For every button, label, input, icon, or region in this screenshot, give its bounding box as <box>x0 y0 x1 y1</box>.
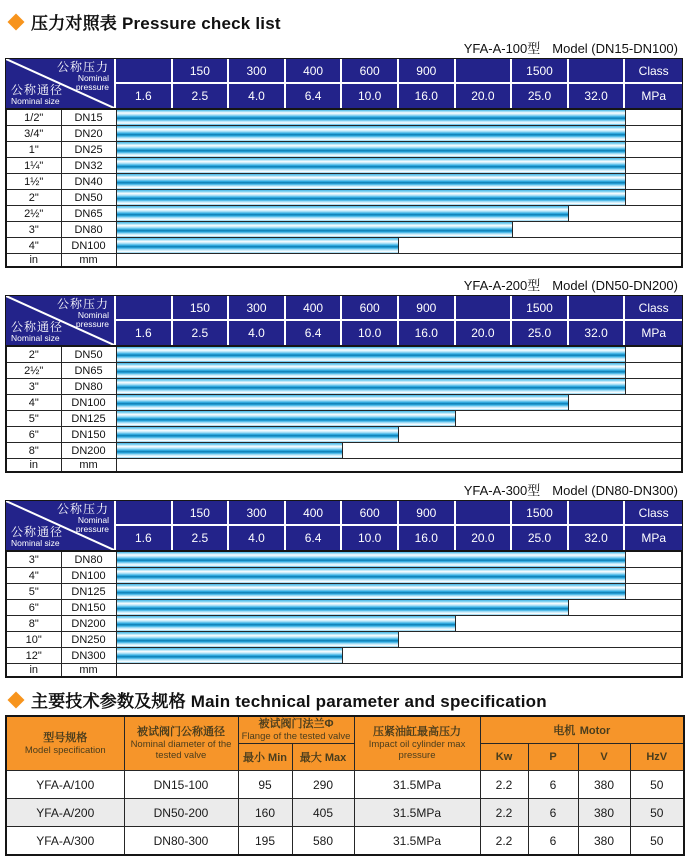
size-inch-cell: 1/2" <box>6 109 61 126</box>
size-inch-cell: 8" <box>6 443 61 459</box>
mpa-header-cell: 25.0 <box>512 321 569 345</box>
empty-cell <box>625 584 682 600</box>
mpa-header-cell: 1.6 <box>116 526 173 550</box>
size-inch-cell: 3" <box>6 379 61 395</box>
pressure-row <box>6 379 682 395</box>
class-header-cell <box>456 59 513 84</box>
pressure-row <box>6 632 682 648</box>
class-header-cell <box>456 296 513 321</box>
class-header-cell: 900 <box>399 59 456 84</box>
size-inch-cell: 4" <box>6 238 61 254</box>
size-dn-cell: DN20 <box>61 126 116 142</box>
spec-row <box>6 771 684 799</box>
diagonal-header-cell <box>6 296 116 345</box>
spec-col-flange-zh: 被试阀门法兰Φ <box>258 718 334 730</box>
pressure-range-bar <box>116 346 625 363</box>
spec-cell-2: 95 <box>238 771 292 799</box>
pressure-table-header <box>5 295 683 345</box>
pressure-row <box>6 158 682 174</box>
spec-sub-min: 最小 Min <box>238 744 292 771</box>
class-header-cell: 600 <box>342 501 399 526</box>
pressure-row <box>6 238 682 254</box>
class-header-cell: 300 <box>229 296 286 321</box>
diamond-icon <box>8 691 25 708</box>
pressure-row <box>6 427 682 443</box>
size-inch-cell: 1" <box>6 142 61 158</box>
spec-col-pressure <box>354 716 480 771</box>
mpa-header-cell: 1.6 <box>116 321 173 345</box>
nominal-size-zh: 公称通径 <box>11 525 64 539</box>
size-dn-cell: DN100 <box>61 238 116 254</box>
spec-cell-3: 290 <box>292 771 354 799</box>
mpa-header-cell: MPa <box>641 326 667 340</box>
size-dn-cell: DN40 <box>61 174 116 190</box>
diagonal-header-cell <box>6 59 116 108</box>
class-header-cell: 1500 <box>512 501 569 526</box>
spec-cell-8: 50 <box>630 799 684 827</box>
spec-cell-2: 160 <box>238 799 292 827</box>
size-inch-cell: 2" <box>6 346 61 363</box>
spec-cell-1: DN15-100 <box>124 771 238 799</box>
pressure-row <box>6 346 682 363</box>
spec-cell-8: 50 <box>630 827 684 856</box>
size-dn-cell: DN200 <box>61 616 116 632</box>
spec-col-model-en: Model specification <box>24 744 106 756</box>
nominal-pressure-en: Nominal <box>77 515 109 525</box>
spec-row <box>6 799 684 827</box>
spec-col-flange <box>238 716 354 744</box>
empty-cell <box>399 427 682 443</box>
spec-title-en: Main technical parameter and specification <box>190 692 547 711</box>
spec-cell-5: 2.2 <box>480 771 528 799</box>
spec-row <box>6 827 684 856</box>
unit-mm-cell: mm <box>61 254 116 268</box>
pressure-range-bar <box>116 427 399 443</box>
empty-cell <box>569 206 682 222</box>
pressure-range-bar <box>116 126 625 142</box>
spec-col-model <box>6 716 124 771</box>
pressure-table-body <box>5 108 683 268</box>
mpa-header-cell: 25.0 <box>512 84 569 108</box>
class-header-cell: 1500 <box>512 296 569 321</box>
spec-col-pressure-zh: 压紧油缸最高压力 <box>373 726 462 738</box>
model-label: YFA-A-100型 <box>463 41 541 56</box>
pressure-range-bar <box>116 379 625 395</box>
size-inch-cell: 2" <box>6 190 61 206</box>
pressure-range-bar <box>116 616 456 632</box>
empty-cell <box>342 648 682 664</box>
pressure-range-bar <box>116 632 399 648</box>
section-title-spec <box>10 687 688 712</box>
mpa-header-cell: 1.6 <box>116 84 173 108</box>
table-subtitle <box>5 38 684 57</box>
empty-cell <box>625 158 682 174</box>
spec-cell-7: 380 <box>578 771 630 799</box>
empty-cell <box>625 363 682 379</box>
pressure-row <box>6 443 682 459</box>
unit-mm-cell: mm <box>61 664 116 678</box>
class-header-cell: 1500 <box>512 59 569 84</box>
pressure-range-bar <box>116 174 625 190</box>
spec-cell-0: YFA-A/200 <box>6 799 124 827</box>
empty-cell <box>625 379 682 395</box>
pressure-range-bar <box>116 568 625 584</box>
size-inch-cell: 3" <box>6 551 61 568</box>
empty-cell <box>116 254 682 268</box>
pressure-row <box>6 584 682 600</box>
pressure-range-bar <box>116 206 569 222</box>
spec-cell-3: 405 <box>292 799 354 827</box>
empty-cell <box>456 411 682 427</box>
size-dn-cell: DN65 <box>61 363 116 379</box>
nominal-pressure-en: pressure <box>75 82 109 92</box>
size-dn-cell: DN100 <box>61 568 116 584</box>
nominal-size-en: Nominal size <box>11 333 60 343</box>
mpa-header-cell: MPa <box>641 89 667 103</box>
nominal-size-label <box>11 321 63 343</box>
size-dn-cell: DN80 <box>61 222 116 238</box>
spec-cell-7: 380 <box>578 827 630 856</box>
unit-mm-cell: mm <box>61 459 116 473</box>
size-inch-cell: 1¼" <box>6 158 61 174</box>
class-header-cell: 900 <box>399 296 456 321</box>
spec-col-motor <box>480 716 684 744</box>
unit-row <box>6 254 682 268</box>
spec-cell-7: 380 <box>578 799 630 827</box>
pressure-table <box>5 295 684 473</box>
spec-cell-6: 6 <box>528 799 578 827</box>
mpa-header-cell: 4.0 <box>229 526 286 550</box>
empty-cell <box>116 664 682 678</box>
spec-col-diameter <box>124 716 238 771</box>
size-dn-cell: DN32 <box>61 158 116 174</box>
mpa-header-cell: 25.0 <box>512 526 569 550</box>
empty-cell <box>625 551 682 568</box>
nominal-pressure-zh: 公称压力 <box>56 297 109 311</box>
class-header-cell: 600 <box>342 59 399 84</box>
pressure-row <box>6 174 682 190</box>
empty-cell <box>625 126 682 142</box>
size-dn-cell: DN300 <box>61 648 116 664</box>
empty-cell <box>456 616 682 632</box>
pressure-range-bar <box>116 363 625 379</box>
size-inch-cell: 4" <box>6 395 61 411</box>
spec-cell-2: 195 <box>238 827 292 856</box>
nominal-pressure-zh: 公称压力 <box>56 502 109 516</box>
pressure-range-bar <box>116 142 625 158</box>
class-header-cell: 300 <box>229 59 286 84</box>
pressure-table-body <box>5 345 683 473</box>
pressure-row <box>6 109 682 126</box>
spec-cell-0: YFA-A/300 <box>6 827 124 856</box>
pressure-range-bar <box>116 238 399 254</box>
diagonal-header-cell <box>6 501 116 550</box>
mpa-header-cell: 16.0 <box>399 526 456 550</box>
spec-cell-4: 31.5MPa <box>354 771 480 799</box>
pressure-row <box>6 600 682 616</box>
pressure-range-bar <box>116 158 625 174</box>
mpa-header-cell: 32.0 <box>569 84 626 108</box>
class-header-cell <box>116 296 173 321</box>
nominal-pressure-label <box>57 298 109 329</box>
class-header-cell: 400 <box>286 59 343 84</box>
empty-cell <box>625 568 682 584</box>
size-dn-cell: DN80 <box>61 379 116 395</box>
mpa-header-cell: 10.0 <box>342 526 399 550</box>
unit-inch-cell: in <box>6 459 61 473</box>
pressure-range-bar <box>116 648 342 664</box>
spec-cell-6: 6 <box>528 827 578 856</box>
spec-cell-6: 6 <box>528 771 578 799</box>
class-header-cell: 600 <box>342 296 399 321</box>
class-header-cell: 400 <box>286 296 343 321</box>
empty-cell <box>512 222 682 238</box>
pressure-range-bar <box>116 600 569 616</box>
size-dn-cell: DN80 <box>61 551 116 568</box>
spec-body <box>6 771 684 856</box>
pressure-row <box>6 363 682 379</box>
spec-cell-1: DN80-300 <box>124 827 238 856</box>
mpa-header-cell: 16.0 <box>399 321 456 345</box>
pressure-range-bar <box>116 584 625 600</box>
unit-row <box>6 664 682 678</box>
nominal-pressure-en: pressure <box>75 319 109 329</box>
pressure-row <box>6 395 682 411</box>
mpa-header-cell: 2.5 <box>173 321 230 345</box>
spec-cell-4: 31.5MPa <box>354 799 480 827</box>
size-dn-cell: DN150 <box>61 427 116 443</box>
section-title-text <box>31 9 281 34</box>
pressure-row <box>6 126 682 142</box>
model-range: Model (DN50-DN200) <box>552 278 678 293</box>
nominal-size-en: Nominal size <box>11 96 60 106</box>
spec-col-pressure-en: Impact oil cylinder max pressure <box>368 739 466 761</box>
model-range: Model (DN15-DN100) <box>552 41 678 56</box>
mpa-header-cell: 10.0 <box>342 84 399 108</box>
pressure-range-bar <box>116 551 625 568</box>
nominal-size-zh: 公称通径 <box>11 83 64 97</box>
model-label: YFA-A-200型 <box>463 278 541 293</box>
mpa-header-cell: 20.0 <box>456 84 513 108</box>
page <box>0 9 688 856</box>
empty-cell <box>399 238 682 254</box>
mpa-header-cell: 4.0 <box>229 321 286 345</box>
class-header-cell <box>569 59 626 84</box>
mpa-header-cell: 10.0 <box>342 321 399 345</box>
nominal-pressure-label <box>57 503 109 534</box>
spec-cell-3: 580 <box>292 827 354 856</box>
size-dn-cell: DN125 <box>61 584 116 600</box>
size-dn-cell: DN200 <box>61 443 116 459</box>
unit-inch-cell: in <box>6 664 61 678</box>
size-inch-cell: 5" <box>6 584 61 600</box>
pressure-range-bar <box>116 222 512 238</box>
empty-cell <box>116 459 682 473</box>
empty-cell <box>569 600 682 616</box>
spec-sub-p: P <box>528 744 578 771</box>
table-subtitle <box>5 275 684 294</box>
spec-col-diameter-en: Nominal diameter of the tested valve <box>130 739 232 761</box>
size-inch-cell: 2½" <box>6 206 61 222</box>
class-header-cell: 150 <box>173 59 230 84</box>
pressure-row <box>6 648 682 664</box>
model-range: Model (DN80-DN300) <box>552 483 678 498</box>
mpa-header-cell: 20.0 <box>456 321 513 345</box>
spec-sub-hz: HzV <box>630 744 684 771</box>
mpa-header-cell: 16.0 <box>399 84 456 108</box>
size-inch-cell: 1½" <box>6 174 61 190</box>
spec-col-diameter-zh: 被试阀门公称通径 <box>137 726 225 738</box>
spec-title-zh: 主要技术参数及规格 <box>31 692 186 711</box>
class-header-cell: Class <box>625 296 682 321</box>
nominal-pressure-en: Nominal <box>77 310 109 320</box>
empty-cell <box>625 174 682 190</box>
class-header-cell: 300 <box>229 501 286 526</box>
spec-cell-5: 2.2 <box>480 827 528 856</box>
mpa-header-cell: 4.0 <box>229 84 286 108</box>
spec-cell-8: 50 <box>630 771 684 799</box>
class-header-cell <box>569 501 626 526</box>
pressure-row <box>6 190 682 206</box>
class-header-cell: Class <box>625 501 682 526</box>
class-header-cell: 150 <box>173 501 230 526</box>
size-dn-cell: DN50 <box>61 190 116 206</box>
size-inch-cell: 12" <box>6 648 61 664</box>
unit-inch-cell: in <box>6 254 61 268</box>
pressure-row <box>6 411 682 427</box>
size-inch-cell: 3" <box>6 222 61 238</box>
spec-sub-max: 最大 Max <box>292 744 354 771</box>
size-dn-cell: DN15 <box>61 109 116 126</box>
mpa-header-cell: 6.4 <box>286 321 343 345</box>
nominal-pressure-label <box>57 61 109 92</box>
spec-col-flange-en: Flange of the tested valve <box>241 731 351 742</box>
size-inch-cell: 4" <box>6 568 61 584</box>
class-header-cell <box>456 501 513 526</box>
empty-cell <box>342 443 682 459</box>
pressure-row <box>6 222 682 238</box>
pressure-table-group-200 <box>5 275 684 473</box>
section-title-pressure <box>10 9 688 34</box>
size-dn-cell: DN150 <box>61 600 116 616</box>
nominal-pressure-en: pressure <box>75 524 109 534</box>
section-title-zh: 压力对照表 <box>31 14 117 33</box>
nominal-pressure-zh: 公称压力 <box>56 60 109 74</box>
spec-cell-5: 2.2 <box>480 799 528 827</box>
spec-table <box>5 715 685 856</box>
mpa-header-cell: 2.5 <box>173 526 230 550</box>
mpa-header-cell: MPa <box>641 531 667 545</box>
pressure-table-group-100 <box>5 38 684 268</box>
pressure-row <box>6 616 682 632</box>
empty-cell <box>399 632 682 648</box>
nominal-pressure-en: Nominal <box>77 73 109 83</box>
size-inch-cell: 6" <box>6 600 61 616</box>
size-inch-cell: 10" <box>6 632 61 648</box>
pressure-table-header <box>5 500 683 550</box>
pressure-row <box>6 568 682 584</box>
pressure-range-bar <box>116 411 456 427</box>
section-title-text <box>31 687 547 712</box>
mpa-header-cell: 2.5 <box>173 84 230 108</box>
spec-col-motor-zh: 电机 <box>553 725 576 737</box>
size-dn-cell: DN125 <box>61 411 116 427</box>
nominal-size-en: Nominal size <box>11 538 60 548</box>
pressure-range-bar <box>116 395 569 411</box>
mpa-header-cell: 20.0 <box>456 526 513 550</box>
pressure-range-bar <box>116 443 342 459</box>
size-inch-cell: 3/4" <box>6 126 61 142</box>
unit-row <box>6 459 682 473</box>
pressure-row <box>6 206 682 222</box>
pressure-table <box>5 500 684 678</box>
class-header-cell <box>569 296 626 321</box>
size-dn-cell: DN50 <box>61 346 116 363</box>
pressure-row <box>6 551 682 568</box>
nominal-size-label <box>11 526 63 548</box>
empty-cell <box>569 395 682 411</box>
section-title-en: Pressure check list <box>121 14 281 33</box>
size-dn-cell: DN65 <box>61 206 116 222</box>
size-dn-cell: DN25 <box>61 142 116 158</box>
pressure-range-bar <box>116 109 625 126</box>
pressure-row <box>6 142 682 158</box>
pressure-table <box>5 58 684 268</box>
class-header-cell: 150 <box>173 296 230 321</box>
spec-col-model-zh: 型号规格 <box>43 731 88 744</box>
size-inch-cell: 2½" <box>6 363 61 379</box>
pressure-table-body <box>5 550 683 678</box>
diamond-icon <box>8 13 25 30</box>
spec-sub-v: V <box>578 744 630 771</box>
mpa-header-cell: 32.0 <box>569 526 626 550</box>
size-dn-cell: DN100 <box>61 395 116 411</box>
nominal-size-zh: 公称通径 <box>11 320 64 334</box>
pressure-table-group-300 <box>5 480 684 678</box>
mpa-header-cell: 6.4 <box>286 526 343 550</box>
empty-cell <box>625 109 682 126</box>
pressure-range-bar <box>116 190 625 206</box>
mpa-header-cell: 32.0 <box>569 321 626 345</box>
class-header-cell <box>116 59 173 84</box>
size-inch-cell: 8" <box>6 616 61 632</box>
class-header-cell: 900 <box>399 501 456 526</box>
spec-cell-1: DN50-200 <box>124 799 238 827</box>
spec-sub-kw: Kw <box>480 744 528 771</box>
size-dn-cell: DN250 <box>61 632 116 648</box>
spec-cell-0: YFA-A/100 <box>6 771 124 799</box>
table-subtitle <box>5 480 684 499</box>
pressure-table-header <box>5 58 683 108</box>
spec-cell-4: 31.5MPa <box>354 827 480 856</box>
class-header-cell: 400 <box>286 501 343 526</box>
mpa-header-cell: 6.4 <box>286 84 343 108</box>
size-inch-cell: 6" <box>6 427 61 443</box>
size-inch-cell: 5" <box>6 411 61 427</box>
empty-cell <box>625 142 682 158</box>
nominal-size-label <box>11 84 63 106</box>
empty-cell <box>625 190 682 206</box>
class-header-cell: Class <box>625 59 682 84</box>
model-label: YFA-A-300型 <box>463 483 541 498</box>
empty-cell <box>625 346 682 363</box>
spec-col-motor-en: Motor <box>579 725 611 737</box>
class-header-cell <box>116 501 173 526</box>
